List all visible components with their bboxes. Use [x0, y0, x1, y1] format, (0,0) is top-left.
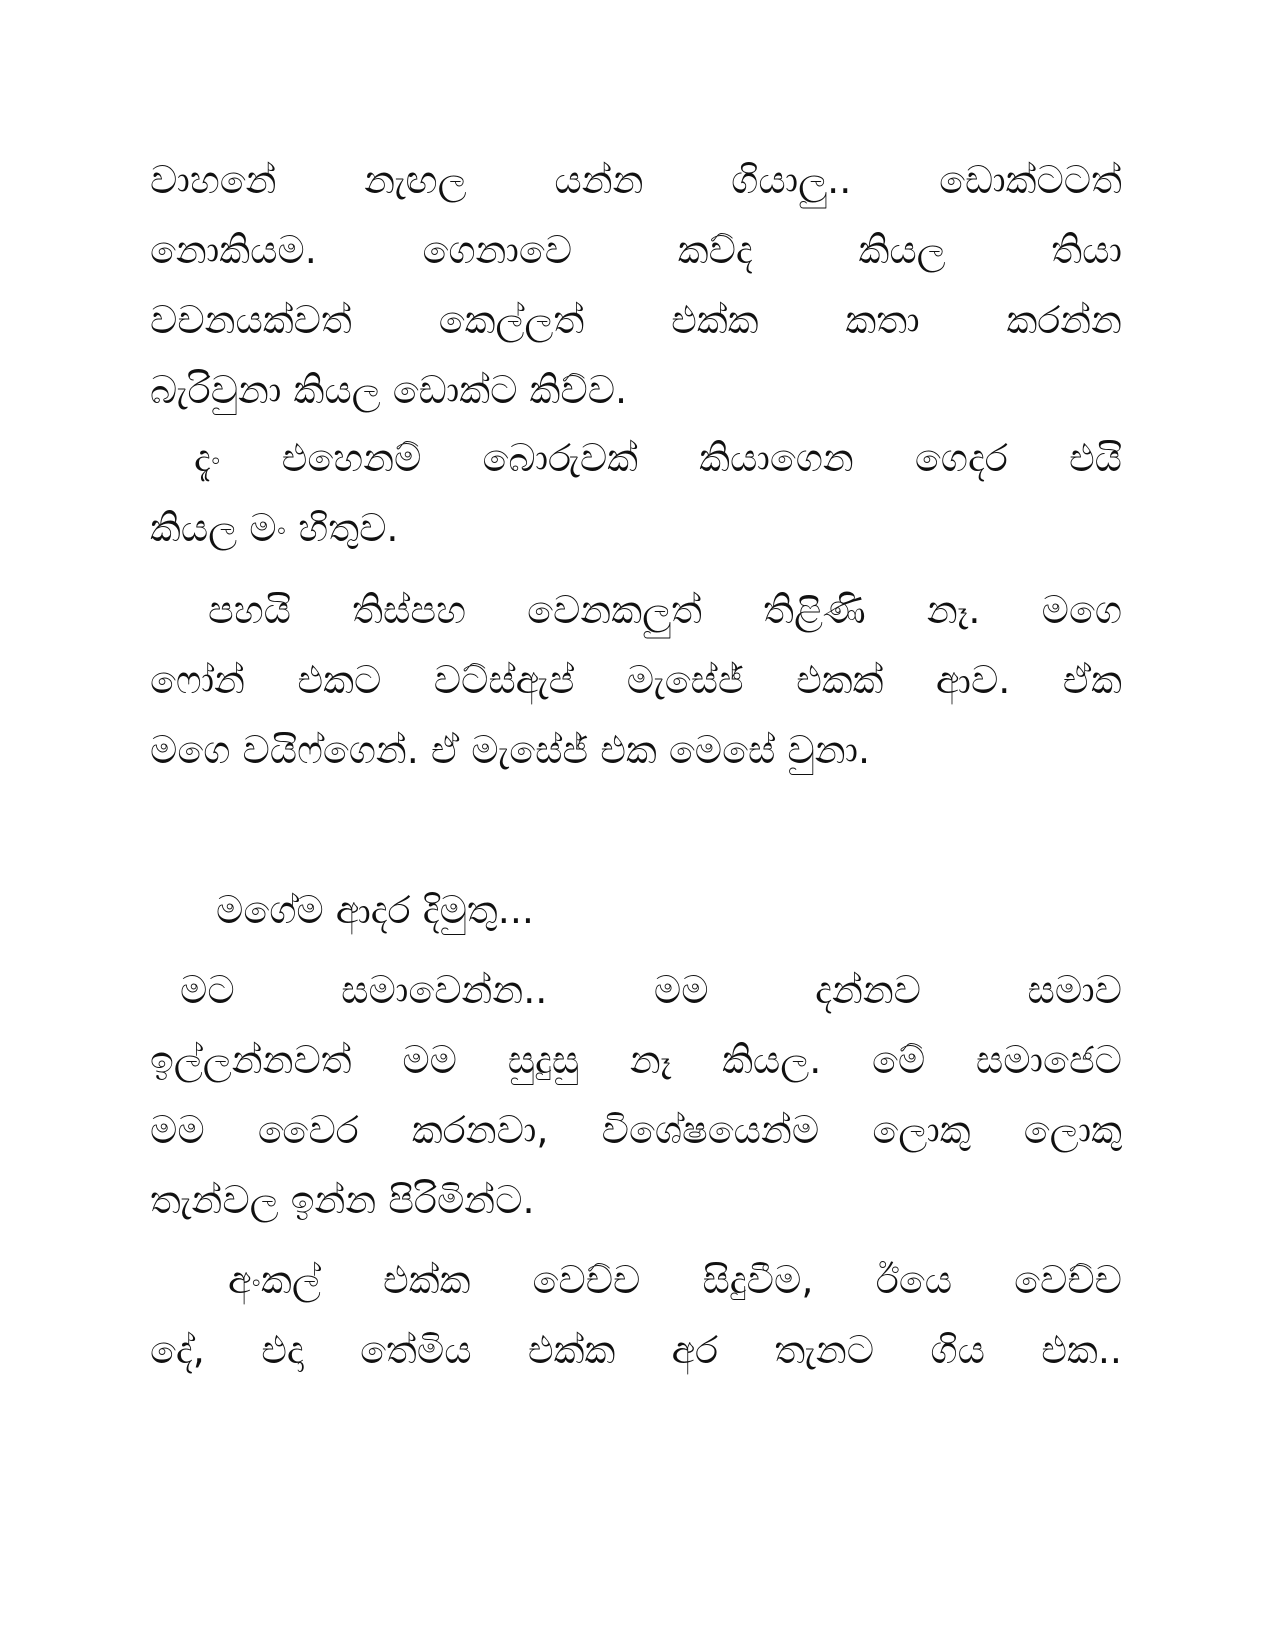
- text-line: ඉල්ලන්නවත් මම සුදුසු නෑ කියල. මේ සමාජෙට: [150, 1038, 1122, 1082]
- text-line: මගේම ආදර දිමුතු...: [216, 888, 534, 932]
- text-line: මට සමාවෙන්න.. මම දන්නව සමාව: [180, 968, 1122, 1012]
- text-line: පහයි තිස්පහ වෙනකලුත් තිළිණි නෑ. මගෙ: [208, 588, 1122, 632]
- text-line: වචනයක්වත් කෙල්ලත් එක්ක කතා කරන්න: [150, 298, 1122, 342]
- text-line: මගෙ වයිෆ්ගෙන්. ඒ මැසේජ් එක මෙසේ වුනා.: [150, 728, 871, 772]
- text-line: බැරිවුනා කියල ඩොක්ට කිව්ව.: [150, 368, 628, 412]
- text-line: වාහනේ නැඟල යන්න ගියාලු.. ඩොක්ටටත්: [150, 158, 1122, 202]
- text-line: ෆෝන් එකට වට්ස්ඇප් මැසේජ් එකක් ආව. ඒක: [150, 658, 1122, 702]
- text-line: තැන්වල ඉන්න පිරිමින්ට.: [150, 1178, 535, 1222]
- text-line: දේ, එදා තේමිය එක්ක අර තැනට ගිය එක..: [150, 1328, 1122, 1372]
- text-line: මම වෛර කරනවා, විශේෂයෙන්ම ලොකු ලොකු: [150, 1108, 1122, 1152]
- text-line: අංකල් එක්ක වෙච්ච සිදුවීම, ඊයෙ වෙච්ච: [228, 1258, 1122, 1302]
- text-line: කියල මං හිතුව.: [150, 506, 399, 550]
- text-line: නොකියම. ගෙනාවෙ කව්ද කියල තියා: [150, 228, 1122, 272]
- text-line: දැං එහෙනම් බොරුවක් කියාගෙන ගෙදර එයි: [194, 436, 1122, 480]
